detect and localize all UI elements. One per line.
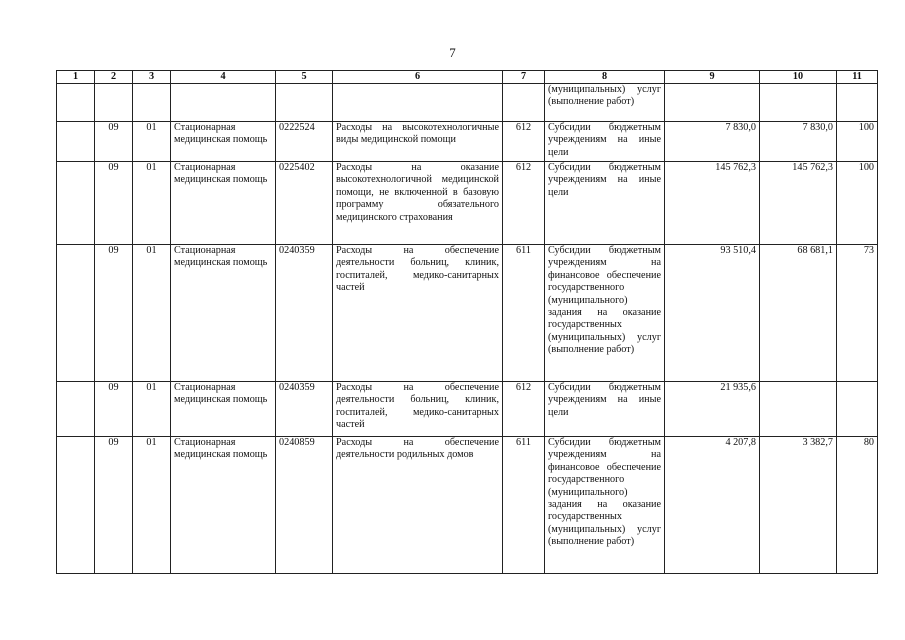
column-header: 5 [276, 71, 333, 84]
table-row [57, 245, 878, 382]
cell-percent [837, 84, 878, 122]
cell-target-name: Расходы на обеспечение деятельности больниц, клиник, госпиталей, медико-санитарных частей [333, 382, 503, 437]
cell-target-name: Расходы на обеспечение деятельности больниц, клиник, госпиталей, медико-санитарных частей [333, 245, 503, 382]
cell-subsection: 01 [133, 382, 171, 437]
cell-section [95, 84, 133, 122]
cell-col1 [57, 245, 95, 382]
cell-planned: 21 935,6 [665, 382, 760, 437]
cell-expense-type: 612 [503, 162, 545, 245]
cell-subsection-name: Стационарная медицинская помощь [171, 437, 276, 574]
cell-target-code: 0240359 [276, 245, 333, 382]
table-row [57, 382, 878, 437]
cell-subsection: 01 [133, 437, 171, 574]
cell-planned: 145 762,3 [665, 162, 760, 245]
cell-expense-type-name: Субсидии бюджетным учреждениям на иные цели [545, 382, 665, 437]
cell-executed: 7 830,0 [760, 122, 837, 162]
cell-expense-type: 611 [503, 245, 545, 382]
budget-table [56, 70, 878, 574]
cell-section: 09 [95, 162, 133, 245]
cell-section: 09 [95, 382, 133, 437]
cell-subsection-name [171, 84, 276, 122]
cell-expense-type-name: Субсидии бюджетным учреждениям на финансовое обеспечение государственного (муниципального) задания на оказание государственных (муниципальных) услуг (выполнение работ) [545, 437, 665, 574]
cell-expense-type-name: Субсидии бюджетным учреждениям на иные цели [545, 122, 665, 162]
table-row [57, 122, 878, 162]
cell-subsection: 01 [133, 162, 171, 245]
column-header: 6 [333, 71, 503, 84]
cell-target-name: Расходы на высокотехнологичные виды медицинской помощи [333, 122, 503, 162]
column-header: 9 [665, 71, 760, 84]
cell-subsection-name: Стационарная медицинская помощь [171, 122, 276, 162]
cell-expense-type-name: Субсидии бюджетным учреждениям на иные цели [545, 162, 665, 245]
column-header: 7 [503, 71, 545, 84]
cell-expense-type-name: (муниципальных) услуг (выполнение работ) [545, 84, 665, 122]
column-header: 3 [133, 71, 171, 84]
cell-planned [665, 84, 760, 122]
cell-target-code: 0222524 [276, 122, 333, 162]
cell-col1 [57, 437, 95, 574]
cell-target-code: 0240359 [276, 382, 333, 437]
column-header: 2 [95, 71, 133, 84]
column-header: 11 [837, 71, 878, 84]
cell-section: 09 [95, 437, 133, 574]
cell-planned: 93 510,4 [665, 245, 760, 382]
cell-target-name: Расходы на оказание высокотехнологичной медицинской помощи, не включенной в базовую программу обязательного медицинского страхования [333, 162, 503, 245]
cell-expense-type: 612 [503, 122, 545, 162]
cell-planned: 7 830,0 [665, 122, 760, 162]
cell-target-name [333, 84, 503, 122]
cell-subsection-name: Стационарная медицинская помощь [171, 162, 276, 245]
cell-subsection-name: Стационарная медицинская помощь [171, 382, 276, 437]
header-row [57, 71, 878, 84]
cell-percent [837, 382, 878, 437]
table-row [57, 162, 878, 245]
column-header: 4 [171, 71, 276, 84]
cell-subsection-name: Стационарная медицинская помощь [171, 245, 276, 382]
page-number: 7 [449, 45, 456, 60]
cell-executed [760, 382, 837, 437]
table-row [57, 437, 878, 574]
cell-percent: 73 [837, 245, 878, 382]
column-header: 1 [57, 71, 95, 84]
cell-col1 [57, 162, 95, 245]
cell-executed: 3 382,7 [760, 437, 837, 574]
cell-executed: 145 762,3 [760, 162, 837, 245]
column-header: 10 [760, 71, 837, 84]
cell-percent: 100 [837, 162, 878, 245]
cell-planned: 4 207,8 [665, 437, 760, 574]
cell-percent: 80 [837, 437, 878, 574]
cell-target-code [276, 84, 333, 122]
cell-percent: 100 [837, 122, 878, 162]
cell-executed [760, 84, 837, 122]
cell-executed: 68 681,1 [760, 245, 837, 382]
cell-col1 [57, 84, 95, 122]
cell-expense-type-name: Субсидии бюджетным учреждениям на финансовое обеспечение государственного (муниципального) задания на оказание государственных (муниципальных) услуг (выполнение работ) [545, 245, 665, 382]
cell-target-name: Расходы на обеспечение деятельности родильных домов [333, 437, 503, 574]
cell-target-code: 0240859 [276, 437, 333, 574]
cell-expense-type: 612 [503, 382, 545, 437]
cell-col1 [57, 122, 95, 162]
cell-subsection [133, 84, 171, 122]
cell-target-code: 0225402 [276, 162, 333, 245]
cell-section: 09 [95, 245, 133, 382]
cell-expense-type [503, 84, 545, 122]
cell-section: 09 [95, 122, 133, 162]
cell-expense-type: 611 [503, 437, 545, 574]
cell-subsection: 01 [133, 122, 171, 162]
cell-col1 [57, 382, 95, 437]
cell-subsection: 01 [133, 245, 171, 382]
table-row [57, 84, 878, 122]
column-header: 8 [545, 71, 665, 84]
